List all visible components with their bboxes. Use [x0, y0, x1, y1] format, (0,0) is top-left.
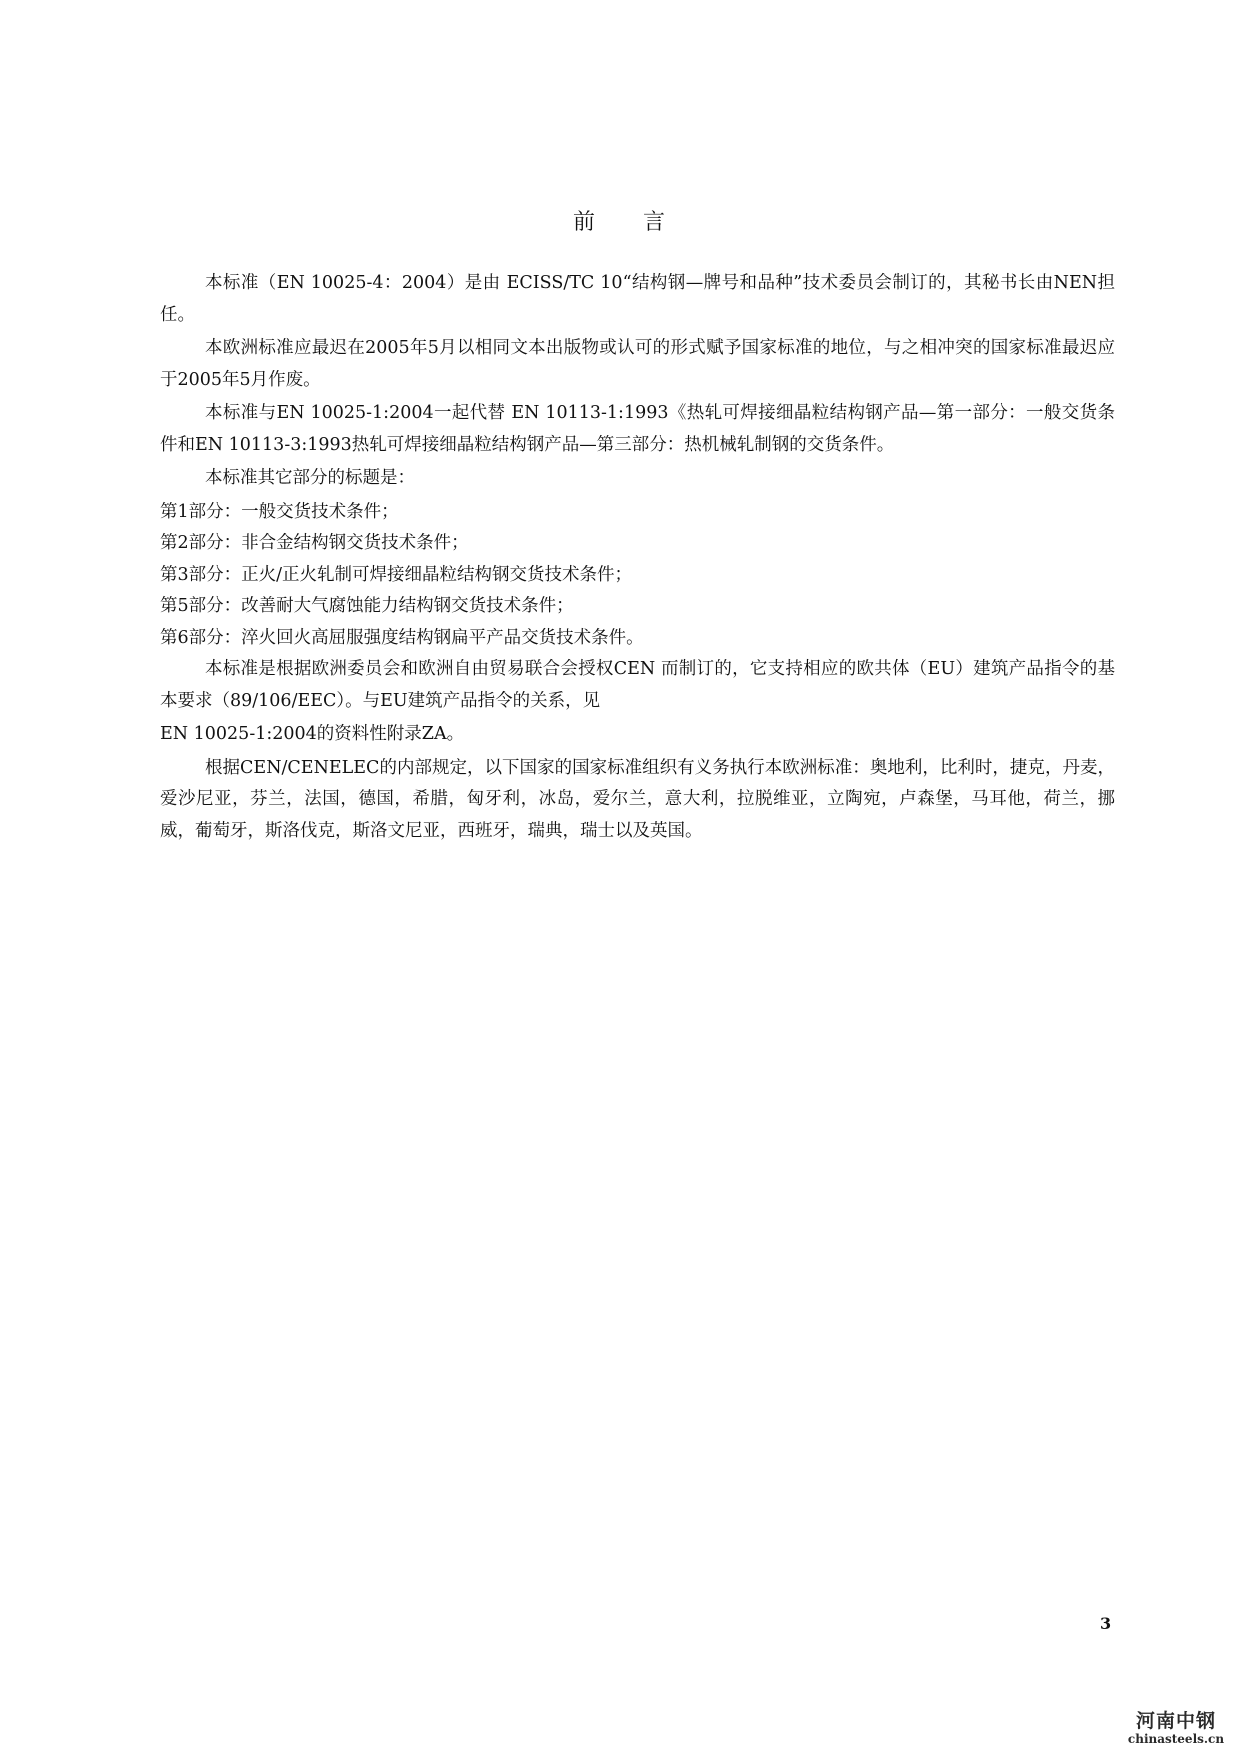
watermark-logo — [1116, 1710, 1236, 1746]
list-item: 第6部分：淬火回火高屈服强度结构钢扁平产品交货技术条件。 — [160, 627, 644, 648]
paragraph-countries: 根据CEN/CENELEC的内部规定，以下国家的国家标准组织有义务执行本欧洲标准：奥地利，比利时，捷克，丹麦，爱沙尼亚，芬兰，法国，德国，希腊，匈牙利，冰岛，爱尔兰，意大利，拉脱维亚，立陶宛，卢森堡，马耳他，荷兰，挪威，葡萄牙，斯洛伐克，斯洛文尼亚，西班牙，瑞典，瑞士以及英国。 — [160, 757, 1115, 841]
title-char-2: 言 — [643, 210, 668, 235]
paragraph-mandate: 本标准是根据欧洲委员会和欧洲自由贸易联合会授权CEN 而制订的，它支持相应的欧共体（EU）建筑产品指令的基本要求（89/106/EEC）。与EU建筑产品指令的关系，见 — [160, 659, 1115, 711]
paragraph-other-parts-intro: 本标准其它部分的标题是： — [205, 468, 415, 488]
paragraph-committee: 本标准（EN 10025-4：2004）是由 ECISS/TC 10“结构钢—牌号和品种”技术委员会制订的，其秘书长由NEN担任。 — [160, 273, 1115, 325]
list-item: 第3部分：正火/正火轧制可焊接细晶粒结构钢交货技术条件； — [160, 564, 633, 585]
body-text — [160, 268, 1115, 849]
watermark-url-text: chinasteels.cn — [1127, 1732, 1225, 1746]
list-item: 第5部分：改善耐大气腐蚀能力结构钢交货技术条件； — [160, 596, 574, 616]
watermark-main-text: 河南中钢 — [1135, 1710, 1216, 1732]
page-number: 3 — [1100, 1614, 1112, 1633]
page-title — [0, 205, 1240, 236]
paragraph-replacement: 本标准与EN 10025-1:2004一起代替 EN 10113-1:1993《热轧可焊接细晶粒结构钢产品—第一部分：一般交货条件和EN 10113-3:1993热轧可焊接细晶粒结构钢产品—第三部分：热机械轧制钢的交货条件。 — [160, 403, 1115, 455]
parts-list — [160, 497, 1115, 655]
title-char-1: 前 — [572, 210, 597, 235]
paragraph-national-status: 本欧洲标准应最迟在2005年5月以相同文本出版物或认可的形式赋予国家标准的地位，与之相冲突的国家标准最迟应于2005年5月作废。 — [160, 338, 1115, 390]
list-item: 第1部分：一般交货技术条件； — [160, 501, 399, 522]
paragraph-mandate-annex: EN 10025-1:2004的资料性附录ZA。 — [160, 724, 465, 744]
list-item: 第2部分：非合金结构钢交货技术条件； — [160, 533, 469, 553]
